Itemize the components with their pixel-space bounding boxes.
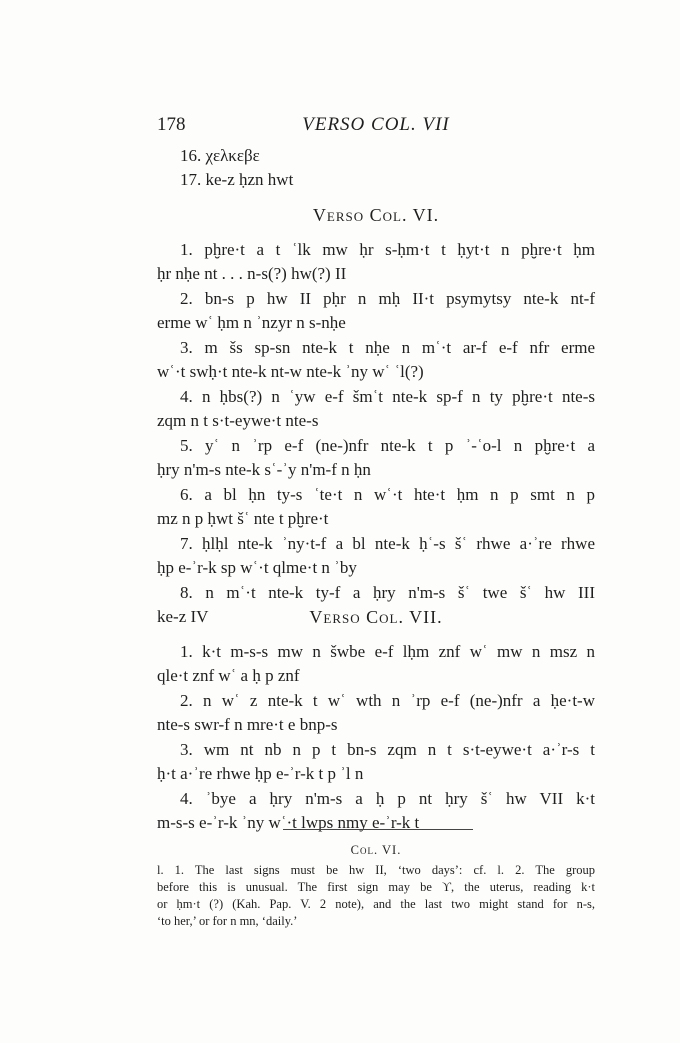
page-number: 178 bbox=[157, 114, 186, 135]
footnote-line: l. 1. The last signs must be hw II, ‘two days’: cf. l. 2. The group bbox=[157, 863, 595, 877]
text-line: 3. wm nt nb n p t bn-s zqm n t s·t-eywe·t a·ʾr-s t bbox=[180, 740, 595, 759]
text-line: ḥp e-ʾr-k sp wʿ·t qlme·t n ʾby bbox=[157, 558, 357, 577]
text-line: 2. bn-s p hw II pḥr n mḥ II·t psymytsy nte-k nt-f bbox=[180, 289, 595, 308]
section-title: Verso Col. VI. bbox=[312, 205, 440, 225]
text-line: 6. a bl ḥn ty-s ʿte·t n wʿ·t hte·t ḥm n p smt n p bbox=[180, 485, 595, 504]
text-line: 7. ḥlḥl nte-k ʾny·t-f a bl nte-k ḥʿ-s šʿ rhwe a·ʾre rhwe bbox=[180, 534, 595, 553]
text-line: qle·t znf wʿ a ḥ p znf bbox=[157, 666, 300, 685]
footnote-line: or ḥm·t (?) (Kah. Pap. V. 2 note), and the last two might stand for n-s, bbox=[157, 897, 595, 911]
footnote-line: ‘to her,’ or for n mn, ‘daily.’ bbox=[157, 914, 298, 928]
text-line: 3. m šs sp-sn nte-k t nḥe n mʿ·t ar-f e-f nfr erme bbox=[180, 338, 595, 357]
text-line: 17. ke-z ḥzn hwt bbox=[180, 170, 294, 189]
text-line: ḥr nḥe nt . . . n-s(?) hw(?) II bbox=[157, 264, 347, 283]
running-head bbox=[157, 112, 595, 138]
text-line: ke-z IV bbox=[157, 607, 209, 626]
text-line: mz n p ḥwt šʿ nte t pḫre·t bbox=[157, 509, 329, 528]
text-line: 4. n ḥbs(?) n ʿyw e-f šmʿt nte-k sp-f n ty pḫre·t nte-s bbox=[180, 387, 595, 406]
text-line: erme wʿ ḥm n ʾnzyr n s-nḥe bbox=[157, 313, 346, 332]
running-head-title: VERSO COL. VII bbox=[302, 114, 450, 135]
text-line: 8. n mʿ·t nte-k ty-f a ḥry n'm-s šʿ twe šʿ hw III bbox=[180, 583, 595, 602]
text-line: 4. ʾbye a ḥry n'm-s a ḥ p nt ḥry šʿ hw VII k·t bbox=[180, 789, 595, 808]
text-line: 16. χελκεβε bbox=[180, 146, 260, 165]
text-line: wʿ·t swḥ·t nte-k nt-w nte-k ʾny wʿ ʿl(?) bbox=[157, 362, 424, 381]
text-line: 1. k·t m-s-s mw n šwbe e-f lḥm znf wʿ mw n msz n bbox=[180, 642, 595, 661]
text-line: m-s-s e-ʾr-k ʾny wʿ·t lwps nmy e-ʾr-k t bbox=[157, 813, 420, 832]
text-line: nte-s swr-f n mre·t e bnp-s bbox=[157, 715, 338, 734]
footnote-title: Col. VI. bbox=[350, 843, 402, 857]
section-title: Verso Col. VII. bbox=[309, 607, 443, 627]
text-line: zqm n t s·t-eywe·t nte-s bbox=[157, 411, 319, 430]
footnote-rule bbox=[283, 829, 473, 830]
text-line: 2. n wʿ z nte-k t wʿ wth n ʾrp e-f (ne-)nfr a ḥe·t-w bbox=[180, 691, 595, 710]
text-line: ḥ·t a·ʾre rhwe ḥp e-ʾr-k t p ʾl n bbox=[157, 764, 364, 783]
text-line: 1. pḫre·t a t ʿlk mw ḥr s-ḥm·t t ḥyt·t n pḫre·t ḥm bbox=[180, 240, 595, 259]
text-line: ḥry n'm-s nte-k sʿ-ʾy n'm-f n ḥn bbox=[157, 460, 371, 479]
text-line: 5. yʿ n ʾrp e-f (ne-)nfr nte-k t p ʾ-ʿo-l n pḫre·t a bbox=[180, 436, 595, 455]
footnote-line: before this is unusual. The first sign may be ϒ, the uterus, reading k·t bbox=[157, 880, 595, 894]
